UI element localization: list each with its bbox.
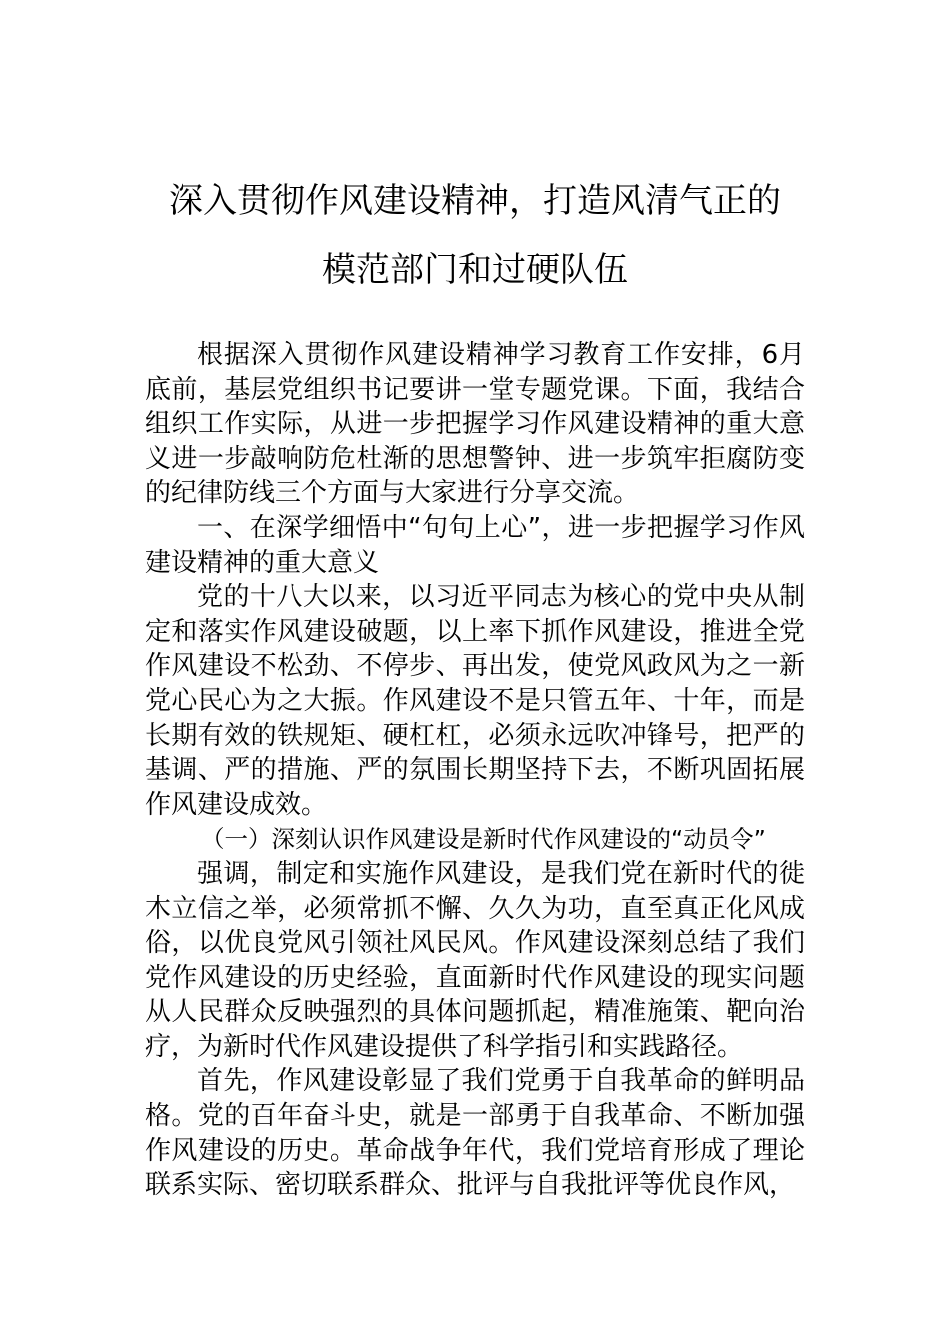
body-paragraph: 首先，作风建设彰显了我们党勇于自我革命的鲜明品格。党的百年奋斗史，就是一部勇于自我革命、不断加强作风建设的历史。革命战争年代，我们党培育形成了理论联系实际、密切联系群众、批评与自我批评等优良作风， [145, 1066, 805, 1201]
document-title-line-1: 深入贯彻作风建设精神，打造风清气正的 [169, 181, 781, 221]
section-heading: 一、在深学细悟中“句句上心”，进一步把握学习作风建设精神的重大意义 [145, 512, 805, 578]
subsection-heading: （一）深刻认识作风建设是新时代作风建设的“动员令” [201, 825, 766, 854]
document-body [145, 338, 805, 1203]
intro-paragraph: 根据深入贯彻作风建设精神学习教育工作安排，6月底前，基层党组织书记要讲一堂专题党课。下面，我结合组织工作实际，从进一步把握学习作风建设精神的重大意义进一步敲响防危杜渐的思想警钟、进一步筑牢拒腐防变的纪律防线三个方面与大家进行分享交流。 [145, 340, 805, 509]
body-paragraph: 强调，制定和实施作风建设，是我们党在新时代的徙木立信之举，必须常抓不懈、久久为功，直至真正化风成俗，以优良党风引领社风民风。作风建设深刻总结了我们党作风建设的历史经验，直面新时代作风建设的现实问题从人民群众反映强烈的具体问题抓起，精准施策、靶向治疗，为新时代作风建设提供了科学指引和实践路径。 [145, 858, 805, 1062]
body-paragraph: 党的十八大以来，以习近平同志为核心的党中央从制定和落实作风建设破题，以上率下抓作风建设，推进全党作风建设不松劲、不停步、再出发，使党风政风为之一新党心民心为之大振。作风建设不是只管五年、十年，而是长期有效的铁规矩、硬杠杠，必须永远吹冲锋号，把严的基调、严的措施、严的氛围长期坚持下去，不断巩固拓展作风建设成效。 [145, 582, 805, 820]
document-title-line-2: 模范部门和过硬队伍 [322, 250, 628, 290]
